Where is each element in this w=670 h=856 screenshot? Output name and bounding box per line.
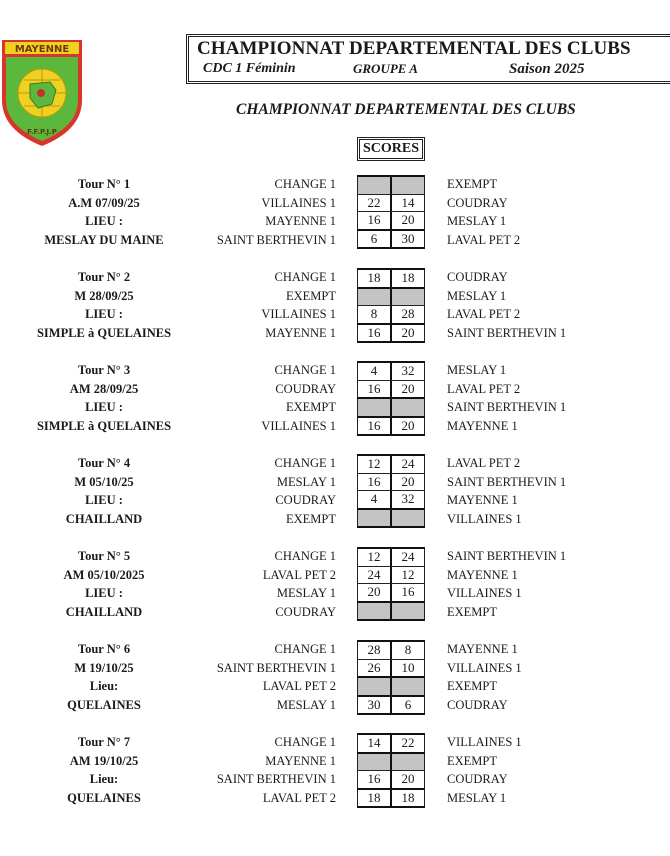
tour-date: AM 19/10/25 <box>69 753 139 768</box>
tour-title: Tour N° 3 <box>77 363 131 377</box>
away-teams <box>447 733 522 807</box>
away-team: COUDRAY <box>447 697 508 712</box>
away-score: 22 <box>391 734 425 753</box>
away-score: 20 <box>391 417 425 436</box>
home-score: 20 <box>358 584 392 602</box>
tour-lieu-label: Lieu: <box>89 772 119 786</box>
home-team: MESLAY 1 <box>276 586 336 600</box>
tour-lieu-label: LIEU : <box>85 214 123 228</box>
home-score: 16 <box>358 212 392 230</box>
home-team: CHANGE 1 <box>274 363 336 377</box>
away-team: MESLAY 1 <box>447 790 507 805</box>
away-team: LAVAL PET 2 <box>447 381 521 396</box>
tour-title: Tour N° 1 <box>77 177 131 191</box>
away-team: VILLAINES 1 <box>447 660 522 675</box>
away-team: SAINT BERTHEVIN 1 <box>447 325 567 340</box>
tour-info <box>0 454 208 528</box>
tour-lieu-label: LIEU : <box>85 307 123 321</box>
home-score <box>358 677 392 696</box>
away-team: MAYENNE 1 <box>447 567 518 582</box>
away-score: 20 <box>391 380 425 398</box>
away-score: 20 <box>391 473 425 491</box>
svg-text:F.F.P.J.P: F.F.P.J.P <box>27 128 57 136</box>
tour-block <box>0 361 670 435</box>
home-team: VILLAINES 1 <box>261 195 336 210</box>
home-team: VILLAINES 1 <box>261 418 336 433</box>
tour-lieu: CHAILLAND <box>65 511 143 526</box>
home-teams <box>261 268 336 342</box>
score-table <box>357 361 425 436</box>
home-teams <box>217 640 336 714</box>
home-score: 4 <box>358 362 392 380</box>
scores-heading: SCORES <box>357 137 425 161</box>
tour-date: AM 28/09/25 <box>69 381 139 396</box>
away-team: COUDRAY <box>447 195 508 210</box>
home-team: SAINT BERTHEVIN 1 <box>216 232 336 247</box>
home-score: 28 <box>358 641 392 659</box>
home-score: 30 <box>358 696 392 715</box>
shield-logo-icon <box>0 38 84 148</box>
away-team: EXEMPT <box>447 679 497 693</box>
home-score <box>358 509 392 528</box>
home-team: CHANGE 1 <box>274 642 336 656</box>
home-team: COUDRAY <box>275 381 336 396</box>
home-score: 14 <box>358 734 392 753</box>
away-score <box>391 677 425 696</box>
score-row <box>358 548 425 566</box>
score-row <box>358 306 425 324</box>
home-score: 4 <box>358 491 392 509</box>
home-score: 16 <box>358 380 392 398</box>
away-team: COUDRAY <box>447 772 508 786</box>
group-label: GROUPE A <box>353 61 418 76</box>
home-teams <box>261 361 336 435</box>
tour-lieu: MESLAY DU MAINE <box>44 232 164 247</box>
home-score: 8 <box>358 306 392 324</box>
home-teams <box>263 547 336 621</box>
score-row <box>358 659 425 677</box>
tour-info <box>0 547 208 621</box>
home-team: CHANGE 1 <box>274 177 336 191</box>
away-team: MESLAY 1 <box>447 214 507 228</box>
away-team: SAINT BERTHEVIN 1 <box>447 400 567 414</box>
home-team: MESLAY 1 <box>276 474 336 489</box>
away-team: LAVAL PET 2 <box>447 232 521 247</box>
away-teams <box>447 454 566 528</box>
tour-date: M 19/10/25 <box>74 660 134 675</box>
away-score <box>391 753 425 771</box>
score-table <box>357 268 425 343</box>
tour-block <box>0 268 670 342</box>
away-team: VILLAINES 1 <box>447 586 522 600</box>
away-score: 20 <box>391 212 425 230</box>
away-team: SAINT BERTHEVIN 1 <box>447 549 567 563</box>
away-team: LAVAL PET 2 <box>447 456 521 470</box>
away-score: 20 <box>391 771 425 789</box>
tour-info <box>0 175 208 249</box>
page-subtitle: CHAMPIONNAT DEPARTEMENTAL DES CLUBS <box>236 101 576 118</box>
home-team: SAINT BERTHEVIN 1 <box>216 660 336 675</box>
home-score: 16 <box>358 771 392 789</box>
score-row <box>358 194 425 212</box>
tour-date: M 05/10/25 <box>74 474 134 489</box>
home-team: MAYENNE 1 <box>265 753 336 768</box>
home-team: LAVAL PET 2 <box>262 790 336 805</box>
home-team: CHANGE 1 <box>274 270 336 284</box>
away-score: 6 <box>391 696 425 715</box>
away-team: LAVAL PET 2 <box>447 307 521 321</box>
home-score: 16 <box>358 417 392 436</box>
tour-block <box>0 733 670 807</box>
home-score <box>358 176 392 194</box>
score-row <box>358 269 425 288</box>
home-team: EXEMPT <box>286 288 336 303</box>
away-score: 28 <box>391 306 425 324</box>
home-team: CHANGE 1 <box>274 549 336 563</box>
away-team: MESLAY 1 <box>447 363 507 377</box>
tour-title: Tour N° 6 <box>77 642 131 656</box>
score-row <box>358 398 425 417</box>
away-score: 16 <box>391 584 425 602</box>
header-box <box>186 34 670 84</box>
away-score: 12 <box>391 566 425 584</box>
tour-date: M 28/09/25 <box>74 288 134 303</box>
svg-text:MAYENNE: MAYENNE <box>14 44 70 55</box>
home-teams <box>217 175 336 249</box>
score-row <box>358 176 425 194</box>
tour-title: Tour N° 2 <box>77 270 131 284</box>
tour-info <box>0 268 208 342</box>
home-score <box>358 753 392 771</box>
home-team: MAYENNE 1 <box>265 214 336 228</box>
away-score: 24 <box>391 548 425 566</box>
away-team: EXEMPT <box>447 604 497 619</box>
tour-block <box>0 175 670 249</box>
tour-date: A.M 07/09/25 <box>68 195 140 210</box>
home-teams <box>217 733 336 807</box>
home-score: 18 <box>358 789 392 808</box>
score-row <box>358 602 425 621</box>
mayenne-ffpjp-logo <box>0 38 84 148</box>
away-teams <box>447 547 566 621</box>
away-score: 18 <box>391 269 425 288</box>
tour-lieu-label: Lieu: <box>89 679 119 693</box>
tour-title: Tour N° 4 <box>77 456 131 470</box>
tour-info <box>0 640 208 714</box>
score-table <box>357 733 425 808</box>
home-score: 24 <box>358 566 392 584</box>
tour-info <box>0 361 208 435</box>
home-team: EXEMPT <box>286 400 336 414</box>
away-team: COUDRAY <box>447 270 508 284</box>
home-team: EXEMPT <box>286 511 336 526</box>
season-label: Saison 2025 <box>509 61 585 77</box>
home-score: 12 <box>358 548 392 566</box>
home-score: 18 <box>358 269 392 288</box>
score-row <box>358 789 425 808</box>
score-row <box>358 509 425 528</box>
tour-date: AM 05/10/2025 <box>63 567 145 582</box>
away-score: 32 <box>391 362 425 380</box>
tour-lieu-label: LIEU : <box>85 493 123 507</box>
home-score: 26 <box>358 659 392 677</box>
score-row <box>358 455 425 473</box>
score-row <box>358 417 425 436</box>
score-row <box>358 380 425 398</box>
away-teams <box>447 175 520 249</box>
score-row <box>358 491 425 509</box>
away-team: MESLAY 1 <box>447 288 507 303</box>
score-row <box>358 362 425 380</box>
home-score <box>358 398 392 417</box>
away-score: 24 <box>391 455 425 473</box>
away-score <box>391 288 425 306</box>
away-score <box>391 602 425 621</box>
away-team: EXEMPT <box>447 177 497 191</box>
home-score: 22 <box>358 194 392 212</box>
tour-lieu: CHAILLAND <box>65 604 143 619</box>
away-score: 18 <box>391 789 425 808</box>
score-row <box>358 753 425 771</box>
away-score <box>391 176 425 194</box>
score-row <box>358 324 425 343</box>
away-score: 14 <box>391 194 425 212</box>
home-team: VILLAINES 1 <box>261 307 336 321</box>
tour-info <box>0 733 208 807</box>
category-label: CDC 1 Féminin <box>203 61 296 76</box>
away-teams <box>447 268 566 342</box>
tour-title: Tour N° 7 <box>77 735 131 749</box>
tour-lieu: QUELAINES <box>67 790 141 805</box>
home-score <box>358 288 392 306</box>
score-row <box>358 473 425 491</box>
home-team: MESLAY 1 <box>276 697 336 712</box>
away-team: MAYENNE 1 <box>447 642 518 656</box>
score-row <box>358 566 425 584</box>
score-table <box>357 640 425 715</box>
away-score: 20 <box>391 324 425 343</box>
score-row <box>358 641 425 659</box>
home-team: LAVAL PET 2 <box>262 679 336 693</box>
score-row <box>358 230 425 249</box>
score-row <box>358 288 425 306</box>
tour-lieu: SIMPLE à QUELAINES <box>36 418 172 433</box>
home-team: MAYENNE 1 <box>265 325 336 340</box>
score-table <box>357 454 425 528</box>
home-team: SAINT BERTHEVIN 1 <box>216 772 336 786</box>
score-table <box>357 547 425 621</box>
home-score: 6 <box>358 230 392 249</box>
away-team: SAINT BERTHEVIN 1 <box>447 474 567 489</box>
tour-lieu-label: LIEU : <box>85 586 123 600</box>
home-score: 16 <box>358 473 392 491</box>
header-title: CHAMPIONNAT DEPARTEMENTAL DES CLUBS <box>197 38 631 59</box>
tour-lieu: SIMPLE à QUELAINES <box>36 325 172 340</box>
home-team: COUDRAY <box>275 604 336 619</box>
home-team: COUDRAY <box>275 493 336 507</box>
away-team: MAYENNE 1 <box>447 493 518 507</box>
away-score: 32 <box>391 491 425 509</box>
home-team: CHANGE 1 <box>274 456 336 470</box>
tour-lieu: QUELAINES <box>67 697 141 712</box>
home-team: CHANGE 1 <box>274 735 336 749</box>
home-team: LAVAL PET 2 <box>262 567 336 582</box>
away-teams <box>447 361 566 435</box>
score-row <box>358 584 425 602</box>
tour-block <box>0 454 670 528</box>
home-teams <box>275 454 336 528</box>
tour-title: Tour N° 5 <box>77 549 131 563</box>
away-score: 30 <box>391 230 425 249</box>
score-row <box>358 771 425 789</box>
score-row <box>358 677 425 696</box>
home-score: 12 <box>358 455 392 473</box>
score-row <box>358 696 425 715</box>
score-table <box>357 175 425 249</box>
score-row <box>358 212 425 230</box>
away-team: EXEMPT <box>447 753 497 768</box>
away-score <box>391 509 425 528</box>
away-team: VILLAINES 1 <box>447 735 522 749</box>
away-score: 8 <box>391 641 425 659</box>
home-score: 16 <box>358 324 392 343</box>
away-team: MAYENNE 1 <box>447 418 518 433</box>
away-teams <box>447 640 522 714</box>
tour-lieu-label: LIEU : <box>85 400 123 414</box>
tour-block <box>0 547 670 621</box>
away-team: VILLAINES 1 <box>447 511 522 526</box>
tour-block <box>0 640 670 714</box>
away-score <box>391 398 425 417</box>
score-row <box>358 734 425 753</box>
away-score: 10 <box>391 659 425 677</box>
home-score <box>358 602 392 621</box>
